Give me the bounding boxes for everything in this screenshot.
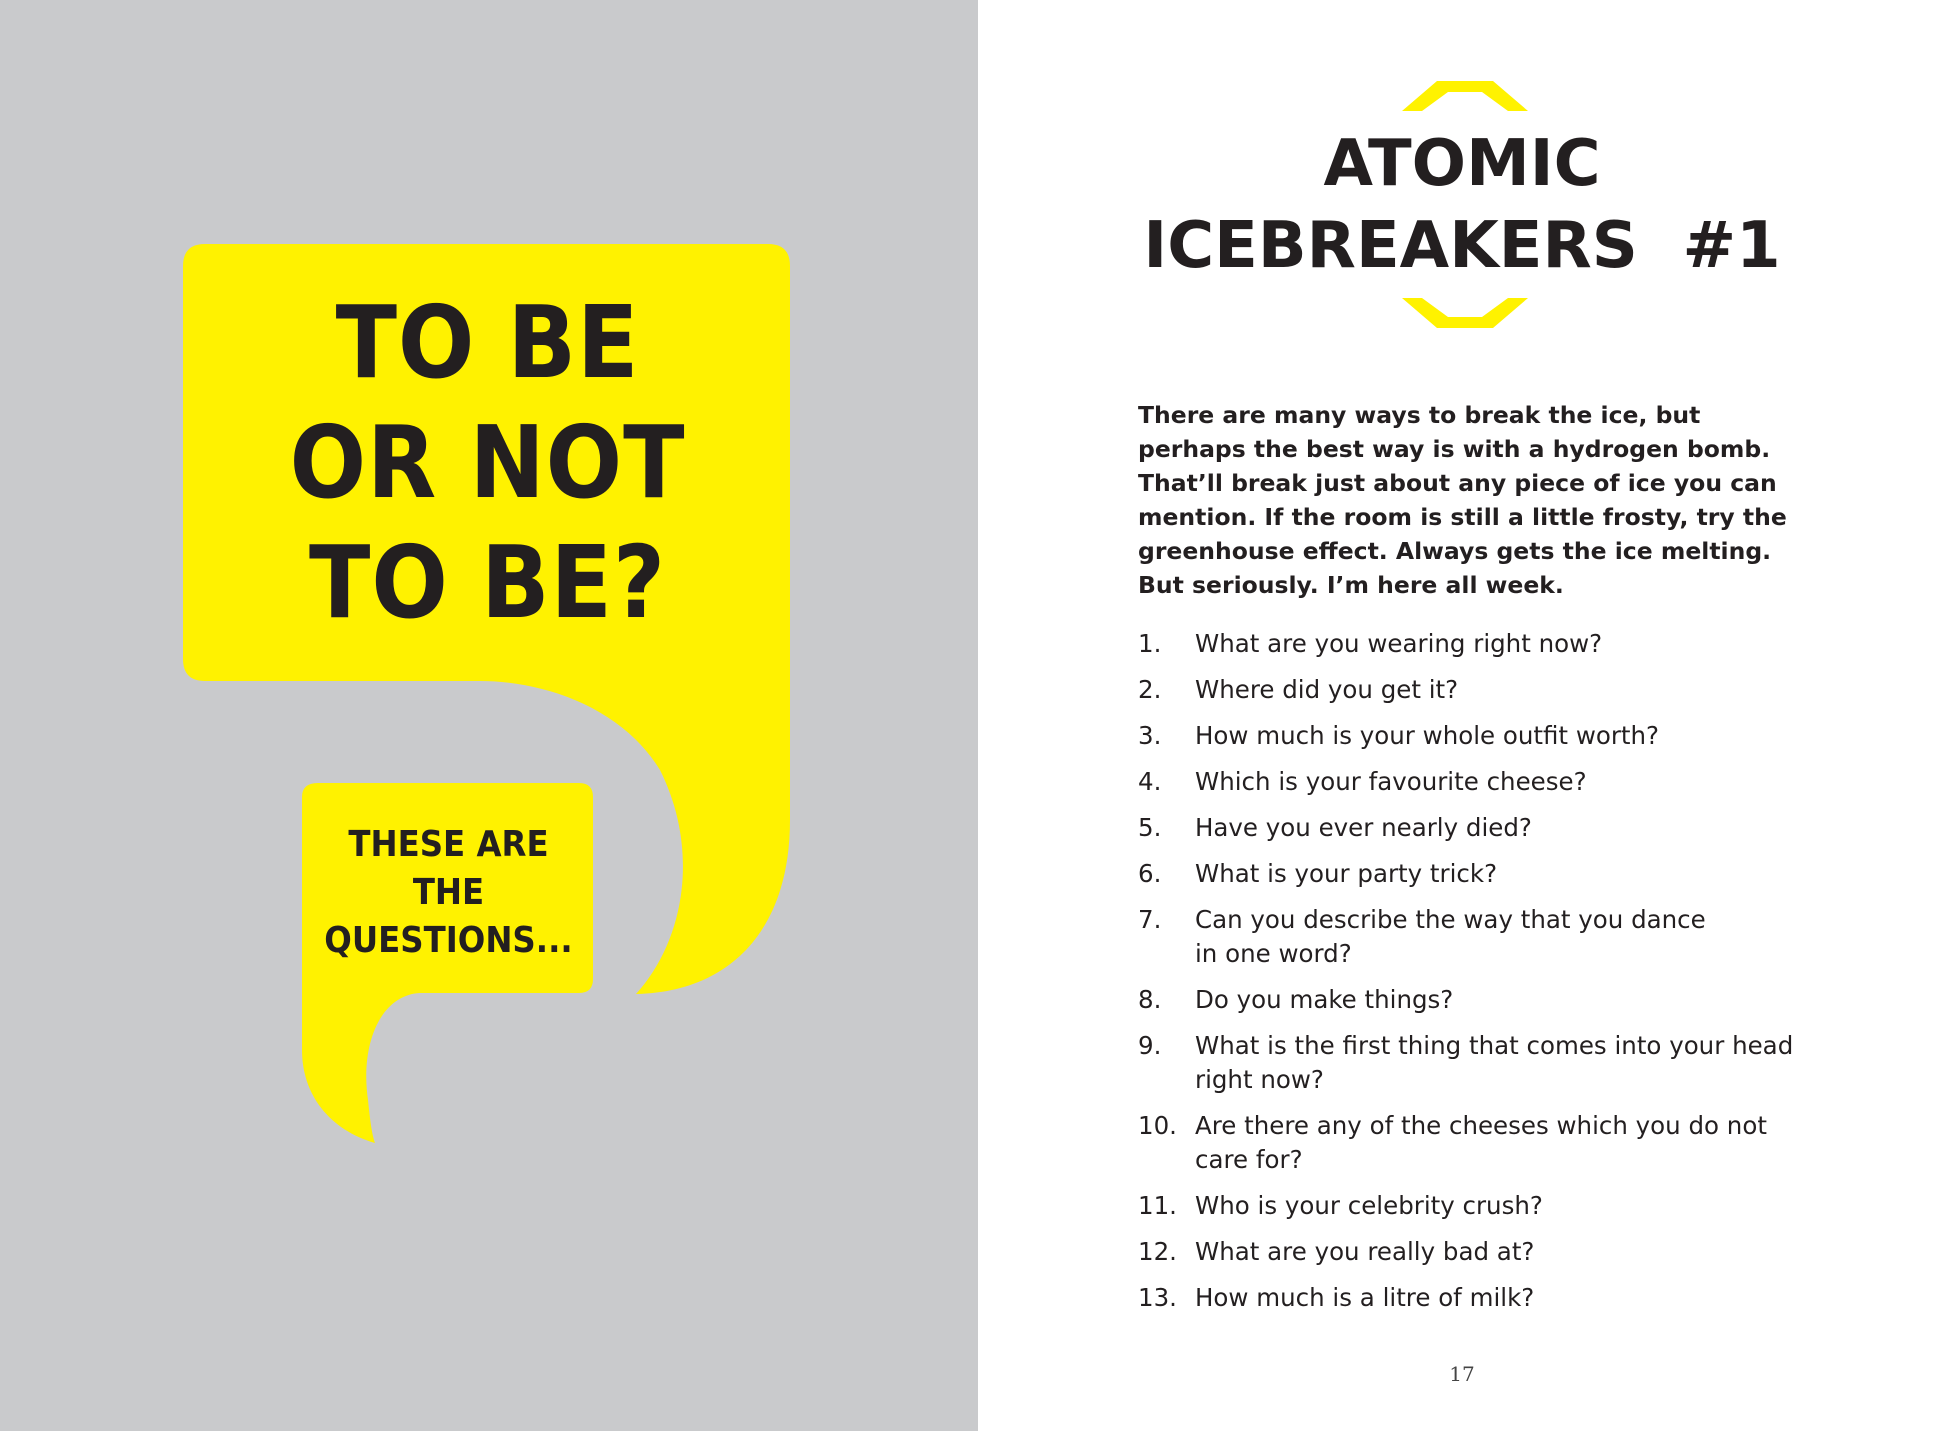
question-text: Who is your celebrity crush? [1195, 1191, 1543, 1220]
question-text: What is the first thing that comes into your head right now? [1195, 1031, 1794, 1094]
big-bubble-line: OR NOT [289, 404, 686, 521]
small-bubble-line: THE [412, 872, 485, 913]
title-line: ATOMIC [1323, 127, 1601, 201]
small-bubble-line: THESE ARE [348, 824, 549, 865]
list-item [1138, 765, 1818, 799]
question-text: Where did you get it? [1195, 675, 1459, 704]
question-text: What is your party trick? [1195, 859, 1498, 888]
question-number: 2. [1138, 675, 1162, 704]
question-text: Do you make things? [1195, 985, 1454, 1014]
list-item [1138, 983, 1818, 1017]
question-list [1138, 627, 1818, 1327]
big-bubble-text [215, 283, 760, 643]
list-item [1138, 1281, 1818, 1315]
question-number: 4. [1138, 767, 1162, 796]
chevron-up-icon [1402, 81, 1528, 111]
question-number: 8. [1138, 985, 1162, 1014]
question-number: 11. [1138, 1191, 1177, 1220]
list-item [1138, 673, 1818, 707]
question-text: Can you describe the way that you dance in one word? [1195, 905, 1706, 968]
big-bubble-line: TO BE? [309, 524, 666, 641]
question-number: 13. [1138, 1283, 1177, 1312]
small-bubble-text [317, 821, 581, 965]
question-text: Which is your favourite cheese? [1195, 767, 1587, 796]
question-text: What are you really bad at? [1195, 1237, 1535, 1266]
list-item [1138, 627, 1818, 661]
question-number: 5. [1138, 813, 1162, 842]
intro-paragraph: There are many ways to break the ice, but perhaps the best way is with a hydrogen bomb. That’ll break just about any piece of ice you can mention. If the room is still a little frosty, try the greenhouse effect. Always gets the ice melting. But seriously. I’m here all week. [1138, 401, 1787, 599]
question-text: Have you ever nearly died? [1195, 813, 1532, 842]
question-number: 3. [1138, 721, 1162, 750]
question-number: 12. [1138, 1237, 1177, 1266]
question-number: 9. [1138, 1031, 1162, 1060]
question-text: How much is a litre of milk? [1195, 1283, 1535, 1312]
list-item [1138, 719, 1818, 753]
right-page [978, 0, 1946, 1431]
list-item [1138, 1109, 1818, 1177]
list-item [1138, 1189, 1818, 1223]
title-line: ICEBREAKERS #1 [1143, 209, 1781, 283]
question-number: 10. [1138, 1111, 1177, 1140]
list-item [1138, 857, 1818, 891]
list-item [1138, 903, 1818, 971]
question-number: 7. [1138, 905, 1162, 934]
chevron-down-icon [1402, 298, 1528, 328]
question-number: 6. [1138, 859, 1162, 888]
small-bubble-line: QUESTIONS... [324, 920, 573, 961]
page-title [978, 123, 1946, 287]
list-item [1138, 1235, 1818, 1269]
page-number: 17 [1449, 1362, 1475, 1386]
question-text: Are there any of the cheeses which you do not care for? [1195, 1111, 1767, 1174]
big-bubble-line: TO BE [335, 284, 640, 401]
question-text: How much is your whole outfit worth? [1195, 721, 1660, 750]
list-item [1138, 1029, 1818, 1097]
list-item [1138, 811, 1818, 845]
question-number: 1. [1138, 629, 1162, 658]
question-text: What are you wearing right now? [1195, 629, 1603, 658]
